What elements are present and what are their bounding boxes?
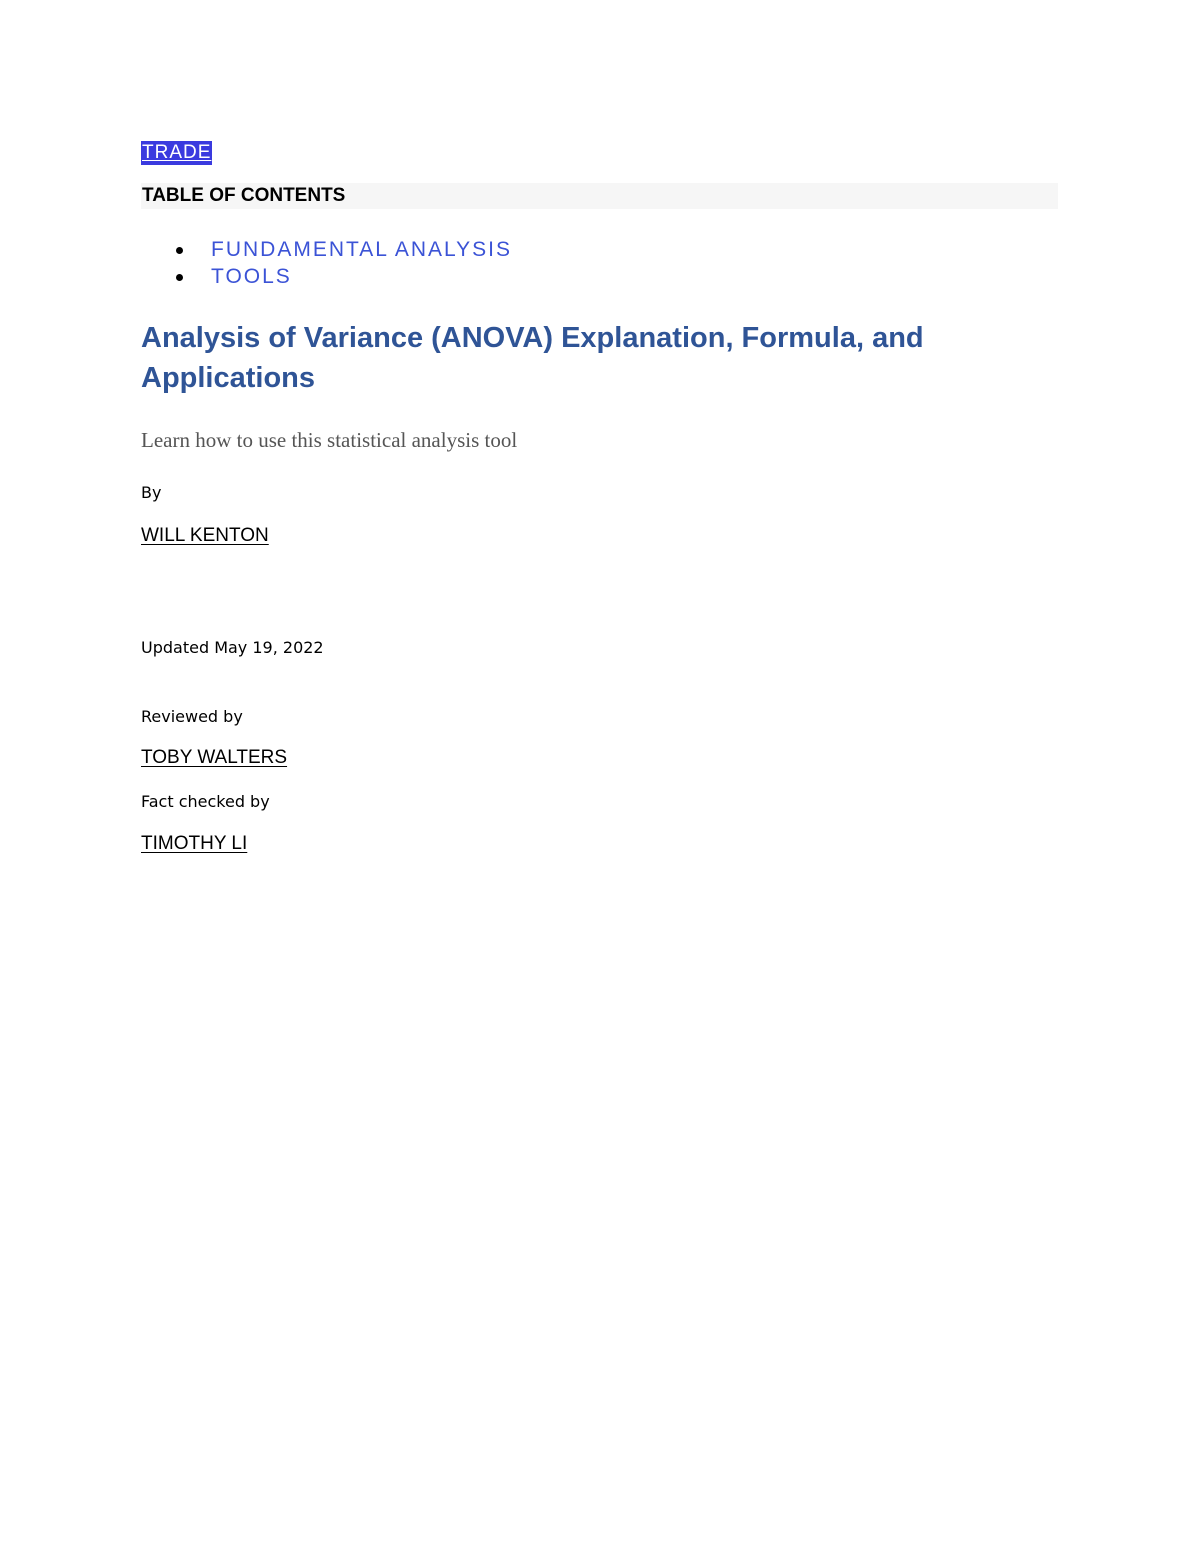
by-label: By bbox=[141, 483, 162, 502]
toc-link-tools[interactable]: TOOLS bbox=[211, 265, 292, 288]
fact-checked-by-label: Fact checked by bbox=[141, 792, 270, 811]
category-link-trade[interactable]: TRADE bbox=[142, 142, 212, 163]
bullet-icon bbox=[176, 247, 183, 254]
author-link[interactable]: WILL KENTON bbox=[141, 525, 269, 546]
toc-item-fundamental-analysis bbox=[141, 236, 512, 263]
article-subtitle: Learn how to use this statistical analysis tool bbox=[141, 428, 518, 452]
article-title: Analysis of Variance (ANOVA) Explanation, Formula, and Applications bbox=[141, 322, 924, 394]
reviewed-by-label: Reviewed by bbox=[141, 707, 243, 726]
reviewer-link[interactable]: TOBY WALTERS bbox=[141, 747, 288, 768]
table-of-contents-bar bbox=[141, 183, 1058, 209]
updated-date: Updated May 19, 2022 bbox=[141, 638, 324, 657]
toc-item-tools bbox=[141, 263, 512, 290]
fact-checker-link[interactable]: TIMOTHY LI bbox=[141, 833, 248, 854]
toc-link-fundamental-analysis[interactable]: FUNDAMENTAL ANALYSIS bbox=[211, 238, 513, 261]
toc-heading: TABLE OF CONTENTS bbox=[142, 185, 346, 206]
toc-list bbox=[141, 236, 512, 290]
bullet-icon bbox=[176, 274, 183, 281]
